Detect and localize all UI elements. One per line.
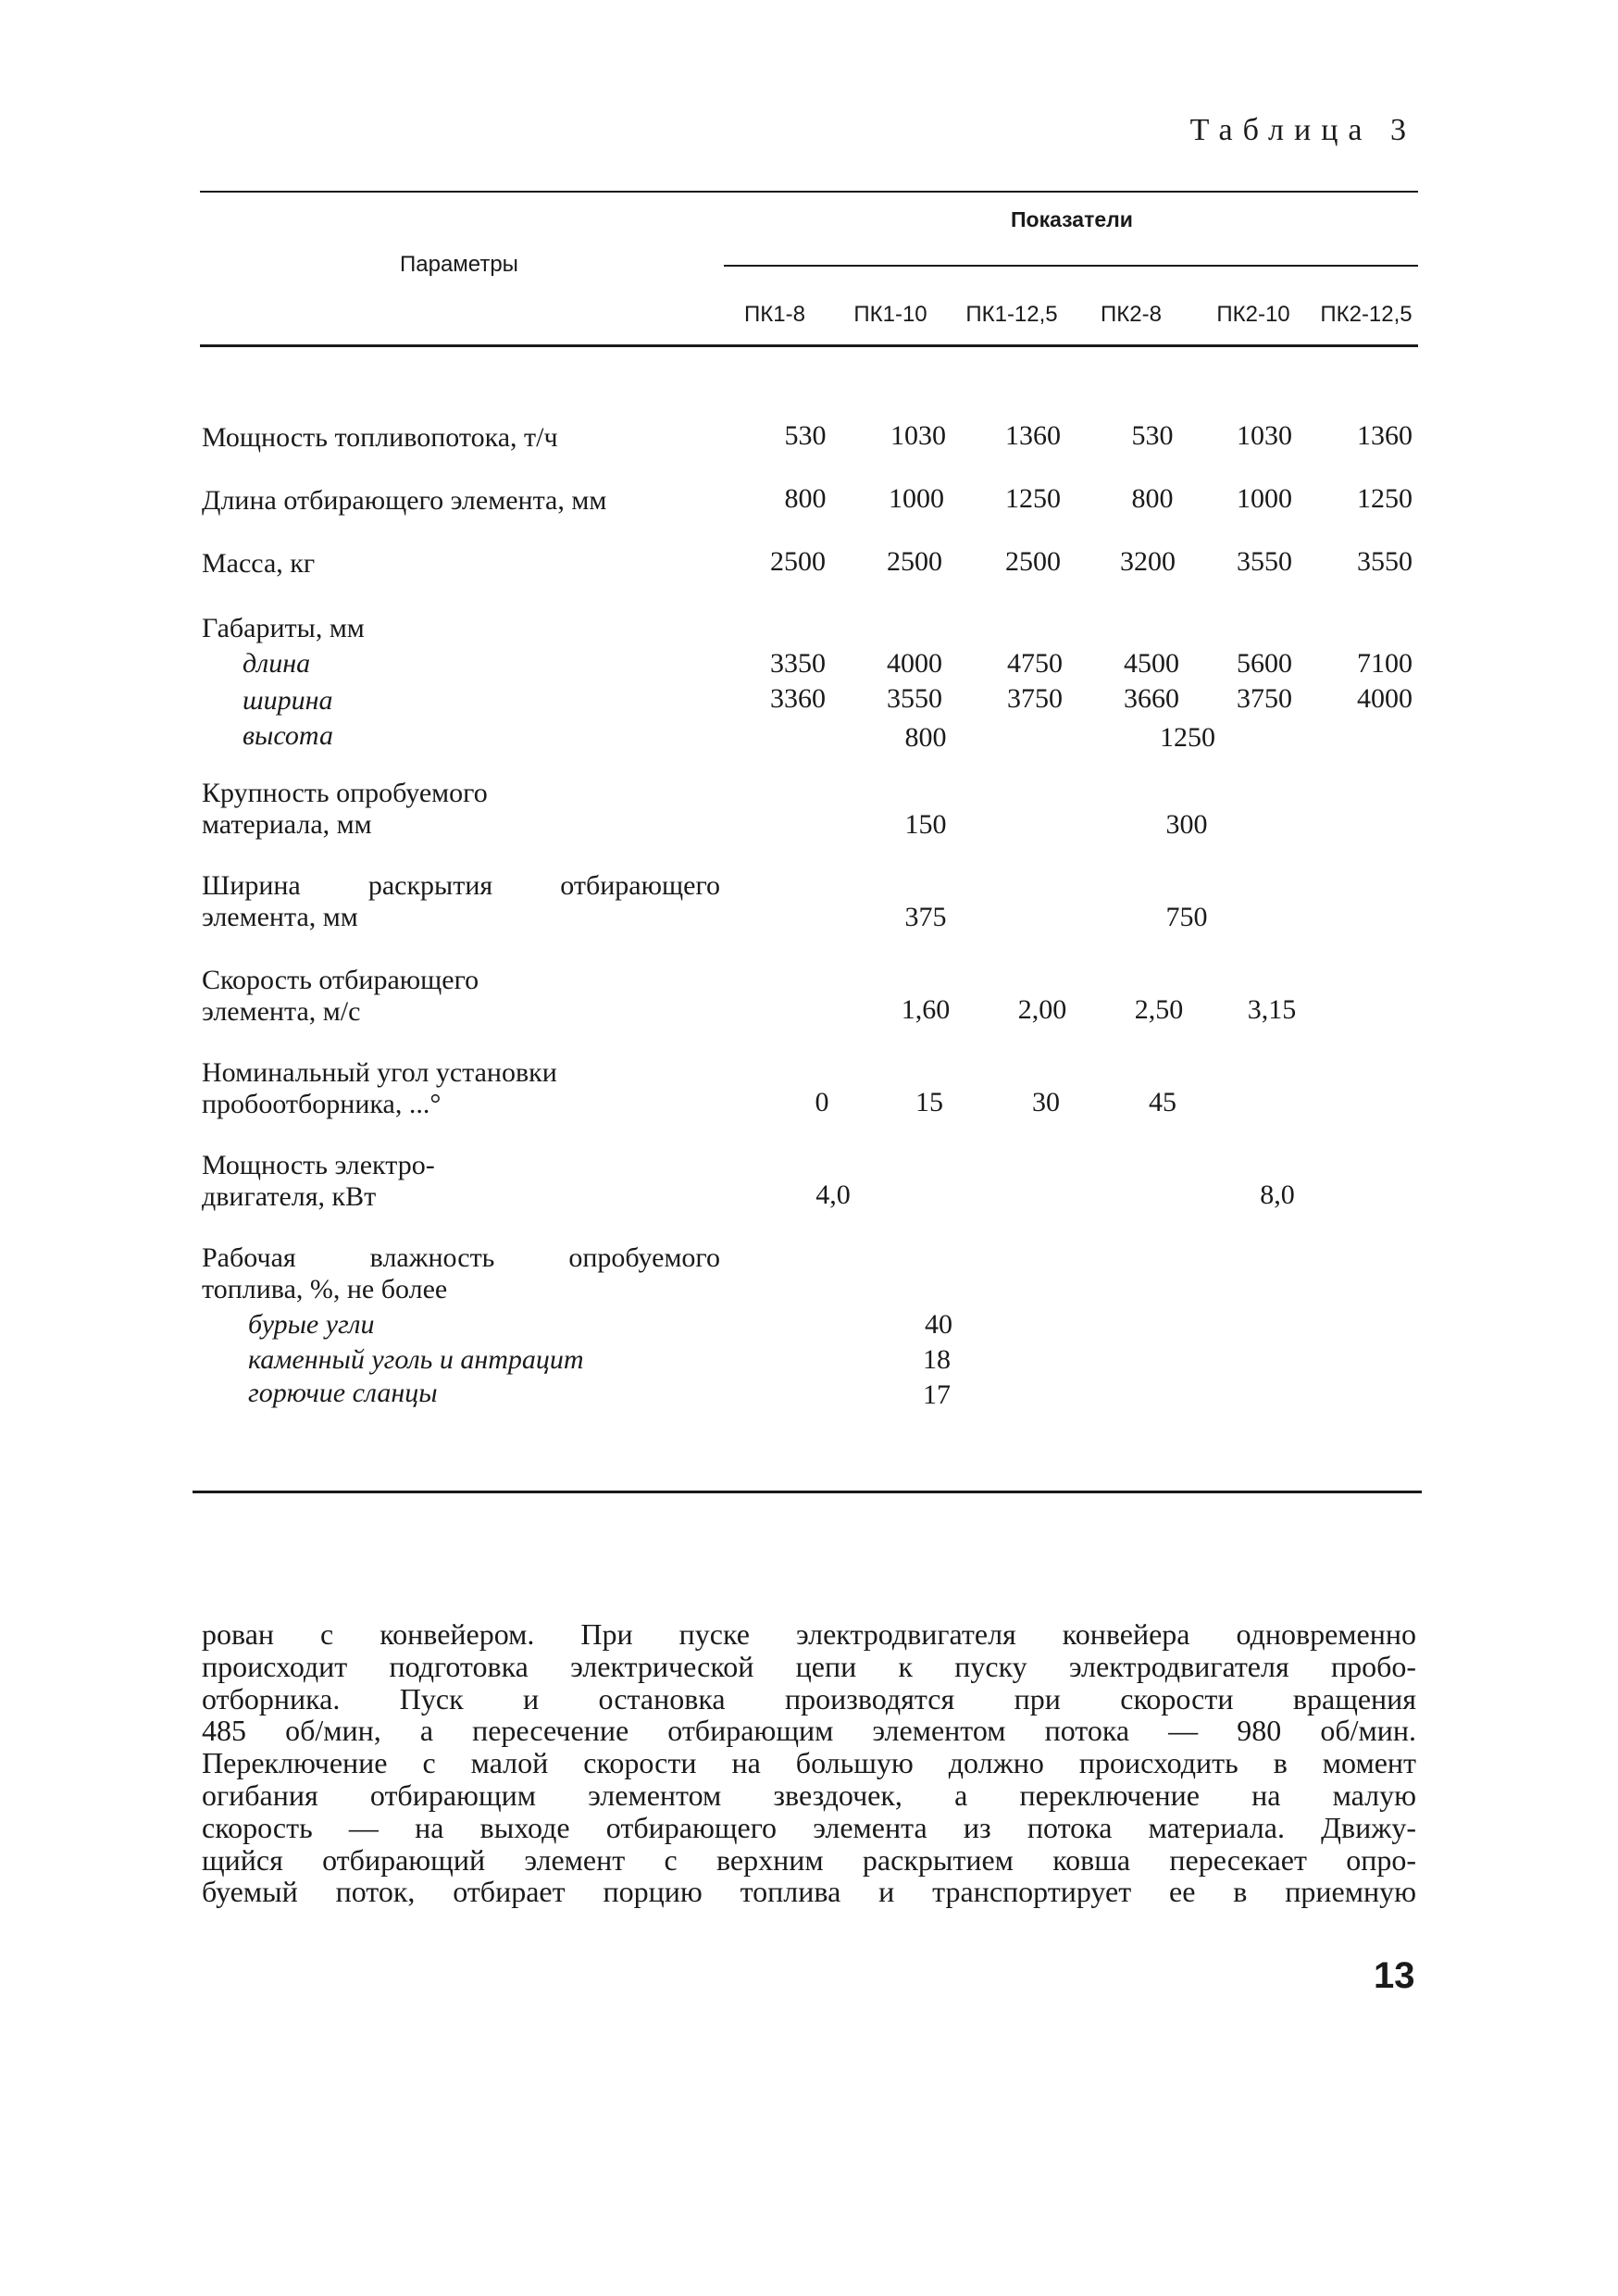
word: влажность	[369, 1242, 495, 1273]
table-cell: 3750	[1237, 683, 1292, 714]
column-header: ПК2-12,5	[1320, 302, 1413, 327]
header-indicators: Показатели	[1011, 207, 1133, 231]
paragraph-line: рован с конвейером. При пуске электродвигателя конвейера одновременно	[202, 1617, 1416, 1651]
paragraph-line: отборника. Пуск и остановка производятся при скорости вращения	[202, 1681, 1416, 1716]
body-paragraph	[202, 1618, 1416, 1908]
row-sublabel-shale: горючие сланцы	[248, 1378, 438, 1408]
table-cell: 800	[784, 483, 827, 514]
row-label-angle: Номинальный угол установки	[202, 1057, 557, 1088]
table-cell: 1250	[1357, 483, 1413, 514]
table-cell: 3550	[887, 683, 942, 714]
row-label-speed: Скорость отбирающего	[202, 965, 479, 995]
table-cell: 2500	[770, 546, 826, 577]
row-sublabel-length: длина	[243, 648, 311, 679]
table-cell: 1250	[1160, 722, 1215, 753]
table-cell: 3550	[1357, 546, 1413, 577]
table-cell: 375	[904, 902, 947, 932]
table-cell: 8,0	[1260, 1179, 1295, 1210]
row-label-length: Длина отбирающего элемента, мм	[202, 485, 607, 516]
header-divider-rule	[724, 265, 1418, 267]
table-cell: 3200	[1120, 546, 1176, 577]
table-cell: 800	[904, 722, 947, 753]
table-cell: 40	[925, 1309, 952, 1340]
row-label-size: Крупность опробуемого	[202, 778, 488, 808]
paragraph-line: происходит подготовка электрической цепи к пуску электродвигателя пробо-	[202, 1649, 1416, 1683]
word: раскрытия	[367, 870, 493, 901]
paragraph-line: Переключение с малой скорости на большую должно происходить в момент	[202, 1746, 1416, 1780]
table-cell: 1360	[1005, 420, 1061, 451]
table-cell: 2500	[887, 546, 942, 577]
table-cell: 4500	[1124, 648, 1179, 679]
row-sublabel-height: высота	[243, 720, 333, 751]
table-cell: 1030	[1237, 420, 1292, 451]
row-label-size-cont: материала, мм	[202, 809, 372, 840]
word: Ширина	[202, 870, 301, 901]
row-label-opening-cont: элемента, мм	[202, 902, 358, 932]
table-cell: 45	[1149, 1087, 1176, 1117]
table-cell: 150	[904, 809, 947, 840]
column-header: ПК2-10	[1216, 302, 1290, 327]
row-label-speed-cont: элемента, м/с	[202, 996, 361, 1027]
row-label-dims: Габариты, мм	[202, 613, 365, 643]
paragraph-line: 485 об/мин, а пересечение отбирающим элементом потока — 980 об/мин.	[202, 1714, 1416, 1748]
table-cell: 1250	[1005, 483, 1061, 514]
table-cell: 7100	[1357, 648, 1413, 679]
table-cell: 750	[1165, 902, 1208, 932]
table-cell: 15	[915, 1087, 943, 1117]
table-bottom-rule	[193, 1491, 1422, 1493]
row-label-mass: Масса, кг	[202, 548, 316, 579]
table-cell: 4750	[1007, 648, 1063, 679]
row-label-humidity-cont: топлива, %, не более	[202, 1274, 448, 1304]
paragraph-line: огибания отбирающим элементом звездочек, а переключение на малую	[202, 1778, 1416, 1812]
paragraph-line: буемый поток, отбирает порцию топлива и транспортирует ее в приемную	[202, 1875, 1416, 1909]
table-cell: 1,60	[901, 994, 951, 1025]
table-cell: 3550	[1237, 546, 1292, 577]
paragraph-line: щийся отбирающий элемент с верхним раскрытием ковша пересекает опро-	[202, 1842, 1416, 1877]
column-header: ПК1-12,5	[965, 302, 1058, 327]
row-sublabel-brown-coal: бурые угли	[248, 1309, 375, 1340]
table-cell: 5600	[1237, 648, 1292, 679]
row-label-flow: Мощность топливопотока, т/ч	[202, 422, 558, 453]
header-bottom-rule	[200, 344, 1418, 347]
table-cell: 3750	[1007, 683, 1063, 714]
header-params: Параметры	[400, 252, 518, 277]
table-cell: 3660	[1124, 683, 1179, 714]
table-cell: 0	[815, 1087, 829, 1117]
table-cell: 800	[1131, 483, 1174, 514]
table-cell: 3,15	[1247, 994, 1297, 1025]
table-cell: 30	[1032, 1087, 1060, 1117]
row-label-motor: Мощность электро-	[202, 1150, 435, 1180]
column-header: ПК2-8	[1101, 302, 1162, 327]
page-number: 13	[1374, 1955, 1415, 1996]
row-label-humidity	[202, 1242, 720, 1274]
table-cell: 530	[1131, 420, 1174, 451]
table-cell: 1030	[890, 420, 946, 451]
table-cell: 17	[923, 1379, 951, 1410]
row-sublabel-hard-coal: каменный уголь и антрацит	[248, 1344, 584, 1375]
table-cell: 4000	[1357, 683, 1413, 714]
table-cell: 1000	[1237, 483, 1292, 514]
table-cell: 1360	[1357, 420, 1413, 451]
table-caption: Таблица 3	[1189, 113, 1416, 147]
table-top-rule	[200, 191, 1418, 193]
table-cell: 1000	[889, 483, 944, 514]
word: опробуемого	[568, 1242, 720, 1273]
table-cell: 4,0	[815, 1179, 851, 1210]
table-cell: 300	[1165, 809, 1208, 840]
column-header: ПК1-8	[744, 302, 805, 327]
row-label-motor-cont: двигателя, кВт	[202, 1181, 377, 1212]
row-label-angle-cont: пробоотборника, ...°	[202, 1089, 442, 1119]
paragraph-line: скорость — на выходе отбирающего элемента из потока материала. Движу-	[202, 1810, 1416, 1844]
table-cell: 4000	[887, 648, 942, 679]
table-cell: 2500	[1005, 546, 1061, 577]
table-cell: 3360	[770, 683, 826, 714]
row-sublabel-width: ширина	[243, 685, 333, 716]
table-cell: 3350	[770, 648, 826, 679]
row-label-opening	[202, 870, 720, 902]
table-cell: 2,00	[1017, 994, 1067, 1025]
column-header: ПК1-10	[853, 302, 927, 327]
word: отбирающего	[560, 870, 720, 901]
word: Рабочая	[202, 1242, 296, 1273]
table-cell: 530	[784, 420, 827, 451]
table-cell: 2,50	[1134, 994, 1184, 1025]
table-cell: 18	[923, 1344, 951, 1375]
